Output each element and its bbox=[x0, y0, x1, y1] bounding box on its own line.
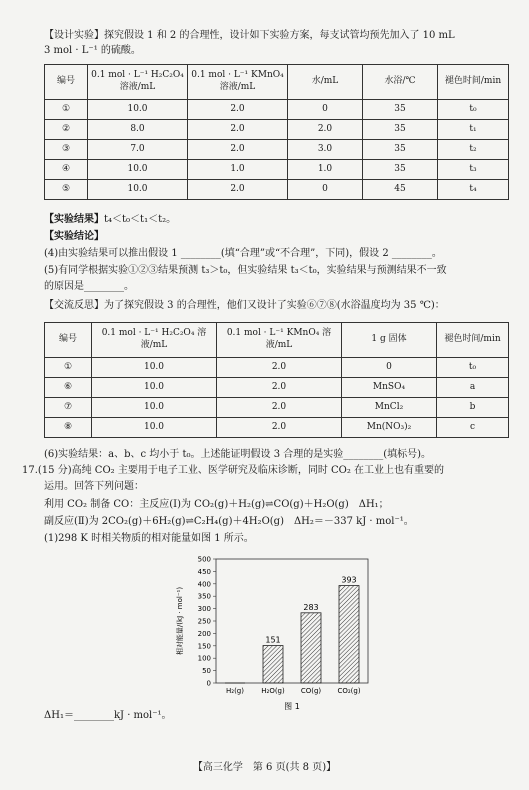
y-tick-label: 200 bbox=[197, 629, 211, 638]
table-header: 0.1 mol · L⁻¹ H₂C₂O₄ 溶液/mL bbox=[88, 65, 188, 100]
question-4: (4)由实验结果可以推出假设 1 ________(填“合理”或“不合理”，下同)，假设 2 ________。 bbox=[44, 248, 442, 259]
y-tick-label: 400 bbox=[197, 580, 211, 589]
table-header: 褪色时间/min bbox=[437, 323, 509, 358]
table-cell: ① bbox=[45, 100, 88, 120]
table-cell: 35 bbox=[363, 160, 438, 180]
table-cell: ⑤ bbox=[45, 180, 88, 200]
table-cell: MnCl₂ bbox=[342, 398, 437, 418]
table-cell: c bbox=[437, 418, 509, 438]
table-cell: 10.0 bbox=[88, 160, 188, 180]
y-tick-label: 100 bbox=[197, 654, 211, 663]
design-line-1: 【设计实验】探究假设 1 和 2 的合理性，设计如下实验方案，每支试管均预先加入了 10 mL bbox=[44, 30, 455, 41]
bar bbox=[301, 613, 321, 683]
table-cell: 35 bbox=[363, 100, 438, 120]
table-cell: t₂ bbox=[438, 140, 509, 160]
question-6: (6)实验结果：a、b、c 均小于 t₀。上述能证明假设 3 合理的是实验________(填标号)。 bbox=[44, 449, 432, 460]
table-cell: ① bbox=[45, 358, 92, 378]
y-tick-label: 500 bbox=[197, 555, 211, 564]
table-cell: 1.0 bbox=[288, 160, 363, 180]
table-cell: 2.0 bbox=[188, 180, 288, 200]
table-cell: 10.0 bbox=[92, 378, 217, 398]
bar bbox=[263, 646, 283, 683]
table-cell: 2.0 bbox=[217, 418, 342, 438]
table-cell: t₃ bbox=[438, 160, 509, 180]
table-cell: 1.0 bbox=[188, 160, 288, 180]
table-cell: 2.0 bbox=[217, 358, 342, 378]
y-tick-label: 50 bbox=[202, 667, 211, 676]
table-cell: 2.0 bbox=[217, 398, 342, 418]
table-cell: 0 bbox=[342, 358, 437, 378]
table-row bbox=[45, 100, 509, 120]
table-cell: 8.0 bbox=[88, 120, 188, 140]
table-header: 1 g 固体 bbox=[342, 323, 437, 358]
table-cell: 2.0 bbox=[188, 140, 288, 160]
table-row bbox=[45, 358, 509, 378]
table-row bbox=[45, 398, 509, 418]
experiment-table-1 bbox=[44, 64, 509, 200]
table-header: 编号 bbox=[45, 65, 88, 100]
table-header: 褪色时间/min bbox=[438, 65, 509, 100]
x-tick-label: CO₂(g) bbox=[337, 687, 361, 695]
chart-caption: 图 1 bbox=[284, 702, 300, 711]
question-17-line-1: 17.(15 分)高纯 CO₂ 主要用于电子工业、医学研究及临床诊断，同时 CO₂ 在工业上也有重要的 bbox=[22, 465, 445, 476]
table-cell: 7.0 bbox=[88, 140, 188, 160]
question-5-line-2: 的原因是________。 bbox=[44, 281, 134, 292]
question-17-line-2: 运用。回答下列问题： bbox=[44, 481, 144, 492]
table-cell: t₁ bbox=[438, 120, 509, 140]
table-cell: 2.0 bbox=[188, 120, 288, 140]
table-cell: ③ bbox=[45, 140, 88, 160]
conclusion-title: 【实验结论】 bbox=[44, 231, 104, 242]
y-tick-label: 0 bbox=[206, 679, 211, 688]
side-reaction: 副反应(Ⅱ)为 2CO₂(g)＋6H₂(g)⇌C₂H₄(g)＋4H₂O(g) ΔH₂＝－337 kJ · mol⁻¹。 bbox=[44, 516, 414, 527]
data-label: 283 bbox=[303, 602, 319, 612]
table-cell: 45 bbox=[363, 180, 438, 200]
design-line-2: 3 mol · L⁻¹ 的硫酸。 bbox=[44, 45, 141, 56]
table-header: 0.1 mol · L⁻¹ KMnO₄ 溶液/mL bbox=[217, 323, 342, 358]
table-header: 编号 bbox=[45, 323, 92, 358]
table-row bbox=[45, 120, 509, 140]
result-title: 【实验结果】 bbox=[44, 214, 104, 225]
table-row bbox=[45, 418, 509, 438]
table-cell: 2.0 bbox=[188, 100, 288, 120]
y-tick-label: 150 bbox=[197, 642, 211, 651]
y-tick-label: 350 bbox=[197, 592, 211, 601]
table-cell: 10.0 bbox=[88, 180, 188, 200]
table-cell: ⑧ bbox=[45, 418, 92, 438]
table-header: 0.1 mol · L⁻¹ H₂C₂O₄ 溶液/mL bbox=[92, 323, 217, 358]
sub-question-1: (1)298 K 时相关物质的相对能量如图 1 所示。 bbox=[44, 533, 254, 544]
table-cell: 35 bbox=[363, 140, 438, 160]
y-tick-label: 450 bbox=[197, 567, 211, 576]
table-row bbox=[45, 140, 509, 160]
table-cell: t₄ bbox=[438, 180, 509, 200]
table-cell: t₀ bbox=[438, 100, 509, 120]
table-cell: 10.0 bbox=[88, 100, 188, 120]
table-cell: ⑦ bbox=[45, 398, 92, 418]
page-footer: 【高三化学 第 6 页(共 8 页)】 bbox=[192, 762, 337, 773]
table-cell: 2.0 bbox=[288, 120, 363, 140]
result-line bbox=[44, 212, 509, 227]
data-label: 151 bbox=[265, 635, 281, 645]
reflection-line: 【交流反思】为了探究假设 3 的合理性，他们又设计了实验⑥⑦⑧(水浴温度均为 35 ℃)： bbox=[44, 300, 445, 311]
table-cell: 10.0 bbox=[92, 358, 217, 378]
table-cell: 2.0 bbox=[217, 378, 342, 398]
table-row bbox=[45, 160, 509, 180]
data-label: 393 bbox=[341, 575, 357, 585]
table-cell: MnSO₄ bbox=[342, 378, 437, 398]
x-tick-label: H₂(g) bbox=[226, 687, 244, 695]
table-header: 水/mL bbox=[288, 65, 363, 100]
table-cell: Mn(NO₃)₂ bbox=[342, 418, 437, 438]
table-row bbox=[45, 378, 509, 398]
answer-line: ΔH₁＝________kJ · mol⁻¹。 bbox=[44, 710, 172, 721]
table-cell: ④ bbox=[45, 160, 88, 180]
table-header-row bbox=[45, 65, 509, 100]
table-cell: 3.0 bbox=[288, 140, 363, 160]
table-cell: ② bbox=[45, 120, 88, 140]
x-tick-label: CO(g) bbox=[300, 687, 322, 695]
table-cell: 10.0 bbox=[92, 418, 217, 438]
table-header-row bbox=[45, 323, 509, 358]
bar bbox=[339, 586, 359, 683]
main-reaction: 利用 CO₂ 制备 CO：主反应(Ⅰ)为 CO₂(g)＋H₂(g)⇌CO(g)＋H₂O(g) ΔH₁； bbox=[44, 499, 389, 510]
energy-bar-chart bbox=[172, 555, 372, 715]
table-header: 0.1 mol · L⁻¹ KMnO₄ 溶液/mL bbox=[188, 65, 288, 100]
y-tick-label: 250 bbox=[197, 617, 211, 626]
table-cell: a bbox=[437, 378, 509, 398]
y-axis-label: 相对能量/(kJ · mol⁻¹) bbox=[176, 586, 184, 656]
table-cell: b bbox=[437, 398, 509, 418]
table-cell: ⑥ bbox=[45, 378, 92, 398]
experiment-table-2 bbox=[44, 322, 509, 438]
table-cell: 10.0 bbox=[92, 398, 217, 418]
question-5-line-1: (5)有同学根据实验①②③结果预测 t₃＞t₀，但实验结果 t₃＜t₀，实验结果与预测结果不一致 bbox=[44, 265, 447, 276]
table-cell: 0 bbox=[288, 100, 363, 120]
x-tick-label: H₂O(g) bbox=[261, 687, 285, 695]
y-tick-label: 300 bbox=[197, 605, 211, 614]
table-cell: 0 bbox=[288, 180, 363, 200]
result-text: t₄＜t₀＜t₁＜t₂。 bbox=[104, 214, 177, 225]
table-row bbox=[45, 180, 509, 200]
table-cell: 35 bbox=[363, 120, 438, 140]
table-header: 水浴/℃ bbox=[363, 65, 438, 100]
table-cell: t₀ bbox=[437, 358, 509, 378]
